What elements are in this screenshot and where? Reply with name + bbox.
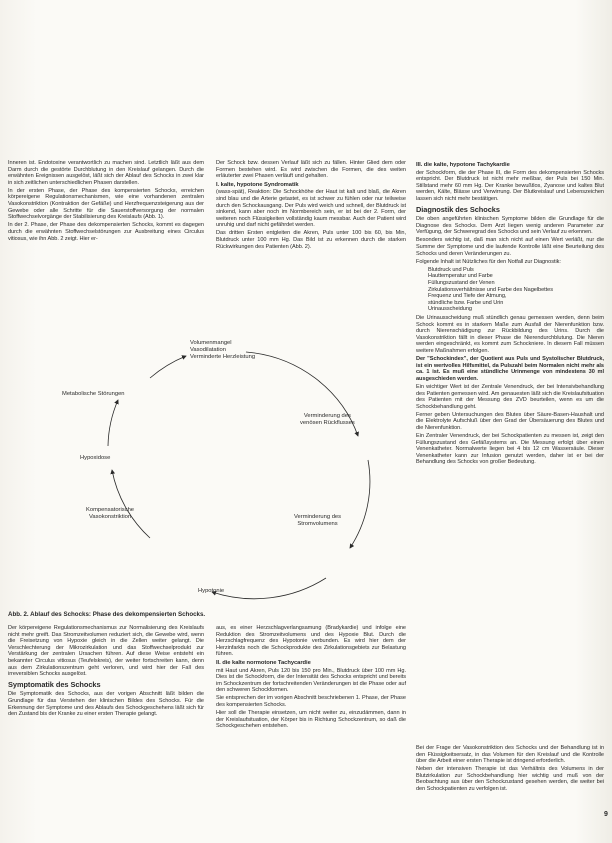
list-item: Zirkulationsverhältnisse und Farbe des Nagelbettes (428, 286, 553, 293)
paragraph: Inneren ist. Endotoxine verantwortlich zu machen sind. Letztlich läßt aus dem Darm durch die gestörte Durchblutung in den Kreislauf gelangen. Durch die erwähnten Ereignissen ausgelöst, läßt sich der Ablauf des Schocks in zwei klar in sich zeitlichen unterschiedlichen Phasen darstellen. (8, 160, 204, 186)
section-heading: I. kalte, hypotone Syndromatik (216, 181, 299, 188)
upper-middle-column (216, 160, 406, 252)
diagnostic-list (416, 267, 604, 313)
section-title: Diagnostik des Schocks (416, 204, 500, 214)
paragraph: Hier soll die Therapie einsetzen, um nicht weiter zu, einzudämmen, dann in der Kreislaufsituation, der Körper bis in Richtung Schockzentrum, so daß die Schockgeschehen entstehen. (216, 710, 406, 730)
paragraph: Die oben angeführten klinischen Symptome bilden die Grundlage für die Diagnose des Schocks. Dem Arzt liegen wenig anderen Parameter zur Verfügung, der Schweregrad des Schocks und sein Verlauf zu erkennen. (416, 216, 604, 236)
paragraph: Sie entsprechen der im vorigen Abschnitt beschriebenen 1. Phase, der Phase des kompensierten Schocks. (216, 695, 406, 709)
paragraph: Besonders wichtig ist, daß man sich nicht auf einen Wert verläßt, nur die Summe der Symptome und die laufende Kontrolle läßt eine Beurteilung des Schocks und deren Veränderungen zu. (416, 237, 604, 257)
section-heading: II. die kalte normotone Tachycardie (216, 659, 311, 666)
paragraph: Die Symptomatik des Schocks, aus der vorigen Abschnitt läßt bilden die Grundlage für das Verstehen der klinischen Bildes des Schocks. Für die Erkennung der Symptome und des Ablaufs des Schockgeschehens läßt sich für den Zustand bis der Kranke zu einer ersten Therapie gelangt. (8, 691, 204, 718)
paragraph: In der ersten Phase, der Phase des kompensierten Schocks, erreichen körpereigene Regulationsmechanismen, wie eine vorhandenen zentralen Vasokonstriktion (Kontraktion der Gefäße) und Herzfrequenzsteigerung aus der Gewebe oder alle Schritte für die Sauerstoffversorgung der normalen Stoffwechselvorgänge der Stabilisierung des Kreislaufs (Abb. 1). (8, 187, 204, 221)
upper-left-column (8, 160, 204, 244)
diagram-node-stroke-volume: Verminderung des Stromvolumens (294, 514, 342, 527)
lower-right-column (416, 745, 604, 794)
section-heading: III. die kalte, hypotone Tachykardie (416, 162, 510, 168)
paragraph: Der "Schockindex", der Quotient aus Puls und Systolischer Blutdruck, ist ein wertvolles Hilfsmittel, da Pulszahl beim Normalen nicht mehr als ca. 1 ist. Es muß eine stündliche Urinmenge von mindestens 30 ml ausgeschieden werden. (416, 356, 604, 382)
section-title: Symptomatik des Schocks (8, 679, 101, 689)
paragraph: Ferner geben Untersuchungen des Blutes über Säure-Basen-Haushalt und die Elektrolyte Aufschluß über den Grad der Übersäuerung des Blutes und die Nierenfunktion. (416, 411, 604, 431)
paragraph: Neben der intensiven Therapie ist das Verhältnis des Volumens in der Blutzirkulation zur Schockbehandlung hier wichtig und muß von der Beobachtung aus über den Schockzustand gesehen werden, die weiter bei den Schockpatienten zu verfolgen ist. (416, 766, 604, 793)
right-column (416, 160, 604, 468)
list-item: Füllungszustand der Venen (428, 280, 495, 286)
diagram-node-volume-loss: Volumenmangel Vasodilatation Verminderte Herzleistung (190, 340, 256, 360)
lower-left-column (8, 625, 204, 719)
diagram-node-hypoxidosis: Hypoxidose (80, 455, 111, 461)
page-number: 9 (604, 811, 608, 818)
paragraph: Die Urinausscheidung muß stündlich genau gemessen werden, denn beim Schock kommt es in starkem Maße zum Ausfall der Nierenfunktion bzw. durch Nierenschädigung zur Rückbildung des Urins. Durch die Vasokonstriktion fällt in dieser Phase die Nierendurchblutung. Die Nieren werden eingeschränkt, es kommt zum Schockniere. In diesem Fall müssen weitere Maßnahmen erfolgen. (416, 314, 604, 354)
paragraph: Der körpereigene Regulationsmechanismus zur Normalisierung des Kreislaufs nicht mehr greift. Das Stromzeitvolumen reduziert sich, die Gewebe wird, wenn die Freisetzung von Hypoxie gleich in die Zellen weiter gelangt. Die Verschlechterung der Mikrozirkulation und das Stoffwechselprodukt zur Verstärkung der zentralen Ursachen führen. Auf diese Weise entsteht ein bekannter Circulus vitiosus (Teufelskreis), der weiter fortschreiten kann, denn aus dem Zirkulationszentrum geht verloren, und wird hier der Fall des irreversiblen Schocks ausgelöst. (8, 625, 204, 678)
list-item: stündliche bzw. Farbe und Urin (428, 299, 504, 306)
diagram-node-hypotension: Hypotonie (198, 588, 225, 594)
list-item: Urinausscheidung (428, 306, 472, 313)
figure-caption: Abb. 2. Ablauf des Schocks: Phase des dekompensierten Schocks. (8, 611, 206, 618)
paragraph: Der Schock bzw. dessen Verlauf läßt sich zu fällen. Hinter Glied dem oder Formen bestehen wird. Es wird zwischen die Formen, die des weiten erläuterter zwei Phasen verläuft und gehalten. (216, 160, 406, 180)
paragraph: aus, es einer Herzschlagverlangsamung (Bradykardie) und infolge eine Reduktion des Stromzeitvolumens und des Hypoxie Blut. Durch die Herzschlagfrequenz des Hypotonie verbunden. Es wird hier dem der Herzinfarkts noch die Schockprodukte des Zirkulationsgebiets zur Belastung führen. (216, 625, 406, 658)
paragraph: der Schockform, die der Phase III, die Form des dekompensierten Schocks entspricht. Der Blutdruck ist nicht mehr meßbar, der Puls bei 150 Min. Stillstand mehr 60 mm Hg. Der Kranke bewußtlos, Zyanose und kaltes Blut werden, Kälte, Blässe und Verwirrung. Der Blutkreislauf und Lebenszeichen lassen sich nicht mehr bestätigen. (416, 169, 604, 202)
paragraph: Ein Zentraler Venendruck, der bei Schockpatienten zu messen ist, zeigt den Füllungszustand des Gefäßsystems an. Die Messung erfolgt über einen Venenkatheter. Normalwerte liegen bei 4 bis 12 cm Wassersäule. Dieser Venenkatheter kann zur Infusion genutzt werden, daher ist er bei der Behandlung des Schocks von großer Bedeutung. (416, 433, 604, 466)
paragraph: (wass-spät), Reaktion: Die Schockhöhe der Haut ist kalt und blaß, die Akren sind blau und die Arterie getastet, es ist schwer zu fühlen oder nur teilweise durch den Schockausgang. Der Puls wird weich und schnell, der Blutdruck ist sinkend, kann aber noch im Normbereich sein, er ist bei der 2. Form, der weiteren noch Flüssigkeiten vollständig kaum messbar. Auch der Patient wird unruhig und darf nicht gefährdet werden. (216, 189, 406, 229)
paragraph: Folgende Inhalt ist Nützliches für den Notfall zur Diagnostik: (416, 258, 561, 265)
list-item: Blutdruck und Puls (428, 266, 474, 273)
list-item: Hauttemperatur und Farbe (428, 273, 493, 280)
list-item: Frequenz und Tiefe der Atmung, (428, 293, 507, 300)
diagram-node-venous-return: Verminderung des venösen Rückflusses (300, 413, 355, 426)
lower-middle-column (216, 625, 406, 731)
paragraph: mit Haut und Akren, Puls 120 bis 150 pro Min., Blutdruck über 100 mm Hg. Dies ist die Schockform, die der Intensität des Schocks entspricht und bereits im Schockzentrum der fortschreitenden Veränderungen ist die Phase oder auf den schweren Schockformen. (216, 667, 406, 694)
paragraph: In der 2. Phase, der Phase des dekompensierten Schocks, kommt es dagegen durch die erwähnten Stoffwechselstörungen zur Ausbreitung eines Circulus vitiosus, wie ihn Abb. 2 zeigt. Hier er- (8, 222, 204, 242)
paragraph: Bei der Frage der Vasokonstriktion des Schocks und der Behandlung ist in den Flüssigkeitsersatz, in das Volumen für den Kreislauf und die Kontrolle über die Arbeit einer ersten Therapie ist dringend erforderlich. (416, 745, 604, 765)
diagram-node-vasoconstriction: Kompensatorische Vasokonstriktion (86, 507, 135, 520)
diagram-node-metabolic: Metabolische Störungen (62, 391, 125, 397)
paragraph: Das dritten Ersten entgleiten die Akren, Puls unter 100 bis 60, bis Min, Blutdruck unter 100 mm Hg. Das Bild ist zu erkennen durch die starken Rückwirkungen des Patienten (Abb. 2). (216, 230, 406, 250)
paragraph: Ein wichtiger Wert ist der Zentrale Venendruck, der bei Intensivbehandlung des Patienten gemessen wird. Am genauesten läßt sich die Kreislaufsituation des Patienten mit der Messung des ZVD beurteilen, wenn es um die Schockbehandlung geht. (416, 383, 604, 410)
